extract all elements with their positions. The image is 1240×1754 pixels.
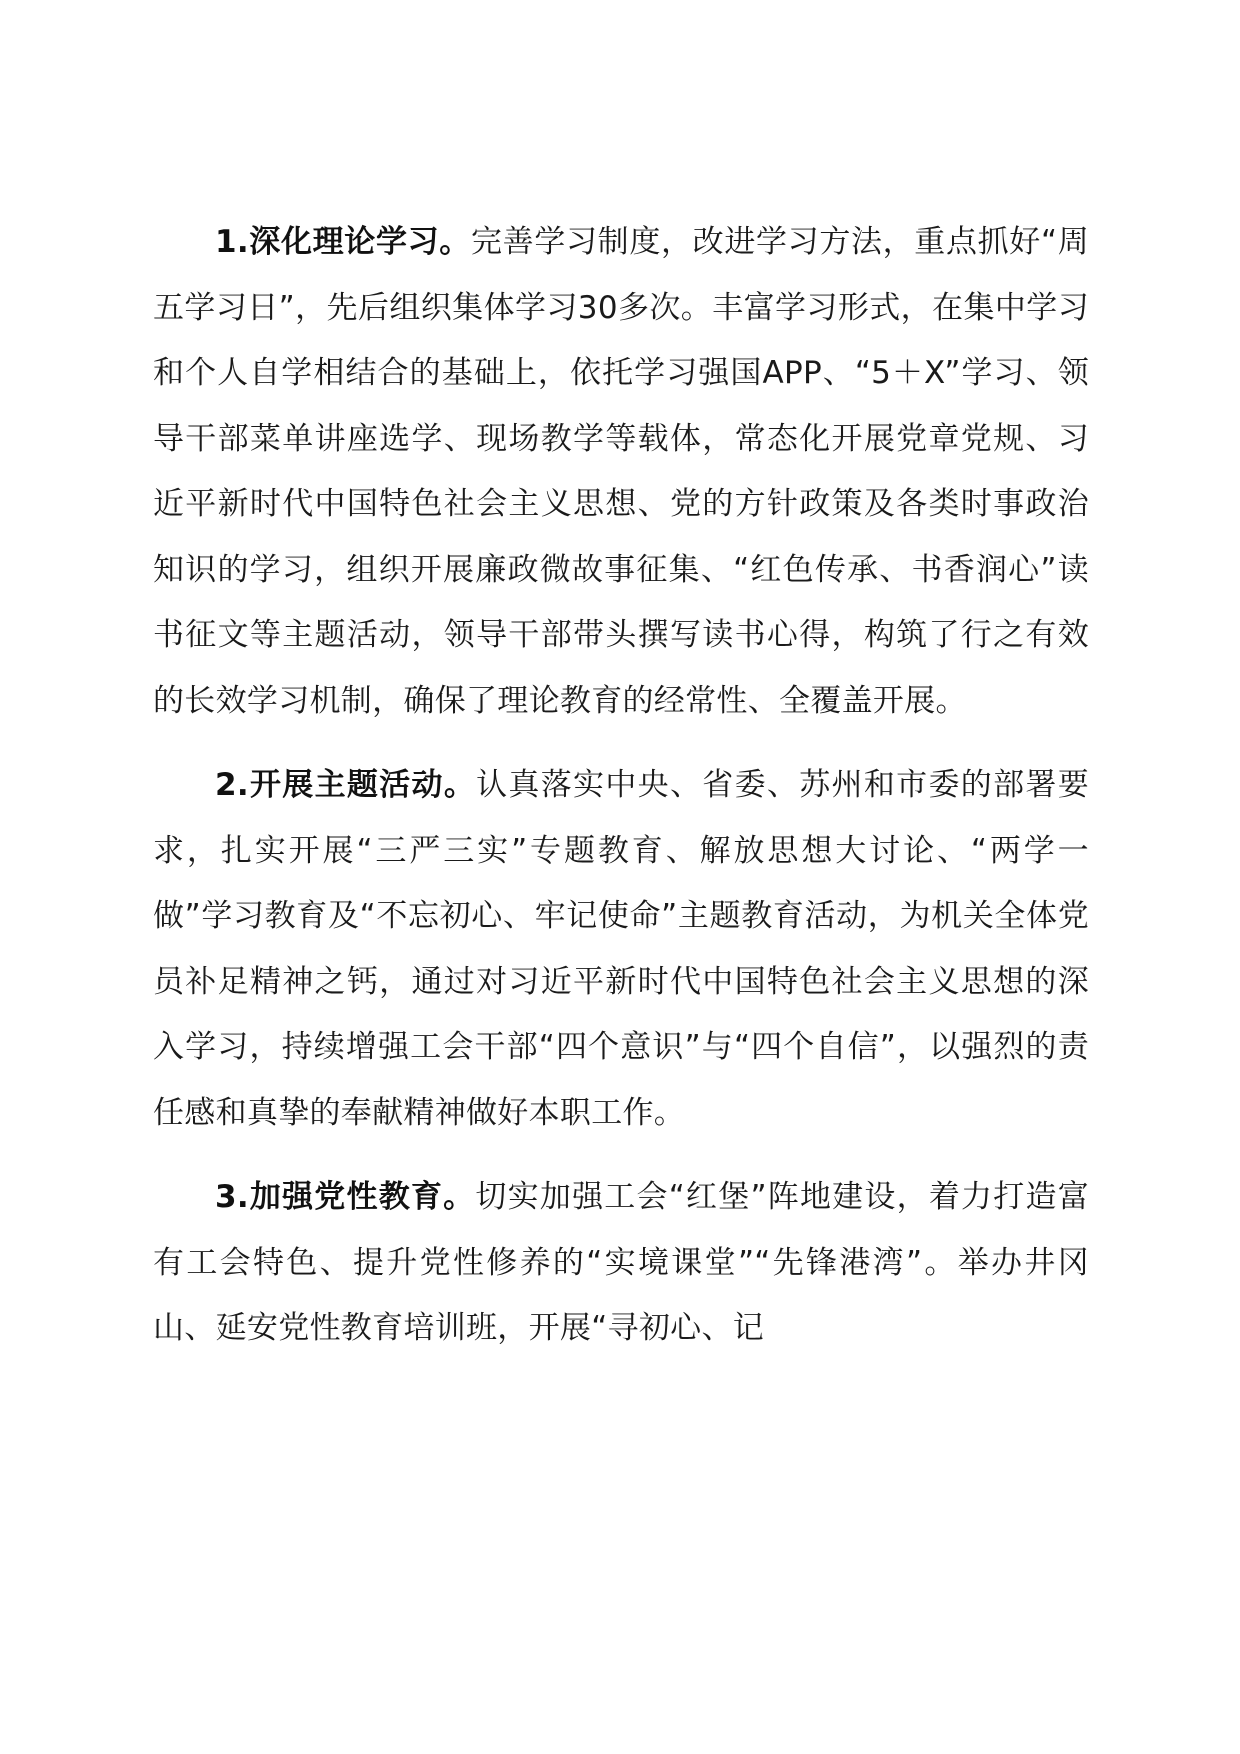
paragraph-theory-study [153, 210, 1089, 734]
document-body [153, 210, 1089, 1362]
paragraph-text: 切实加强工会“红堡”阵地建设，着力打造富有工会特色、提升党性修养的“实境课堂”“先锋港湾”。举办井冈山、延安党性教育培训班，开展“寻初心、记 [153, 1179, 1089, 1346]
paragraph-theme-activities [153, 753, 1089, 1146]
paragraph-heading: 3.加强党性教育。 [215, 1179, 476, 1215]
paragraph-text: 认真落实中央、省委、苏州和市委的部署要求，扎实开展“三严三实”专题教育、解放思想大讨论、“两学一做”学习教育及“不忘初心、牢记使命”主题教育活动，为机关全体党员补足精神之钙，通过对习近平新时代中国特色社会主义思想的深入学习，持续增强工会干部“四个意识”与“四个自信”，以强烈的责任感和真挚的奉献精神做好本职工作。 [153, 767, 1089, 1131]
paragraph-text: 完善学习制度，改进学习方法，重点抓好“周五学习日”，先后组织集体学习30多次。丰富学习形式，在集中学习和个人自学相结合的基础上，依托学习强国APP、“5＋X”学习、领导干部菜单讲座选学、现场教学等载体，常态化开展党章党规、习近平新时代中国特色社会主义思想、党的方针政策及各类时事政治知识的学习，组织开展廉政微故事征集、“红色传承、书香润心”读书征文等主题活动，领导干部带头撰写读书心得，构筑了行之有效的长效学习机制，确保了理论教育的经常性、全覆盖开展。 [153, 224, 1090, 719]
paragraph-party-education [153, 1165, 1089, 1362]
paragraph-heading: 1.深化理论学习。 [215, 224, 471, 260]
paragraph-heading: 2.开展主题活动。 [215, 767, 477, 803]
